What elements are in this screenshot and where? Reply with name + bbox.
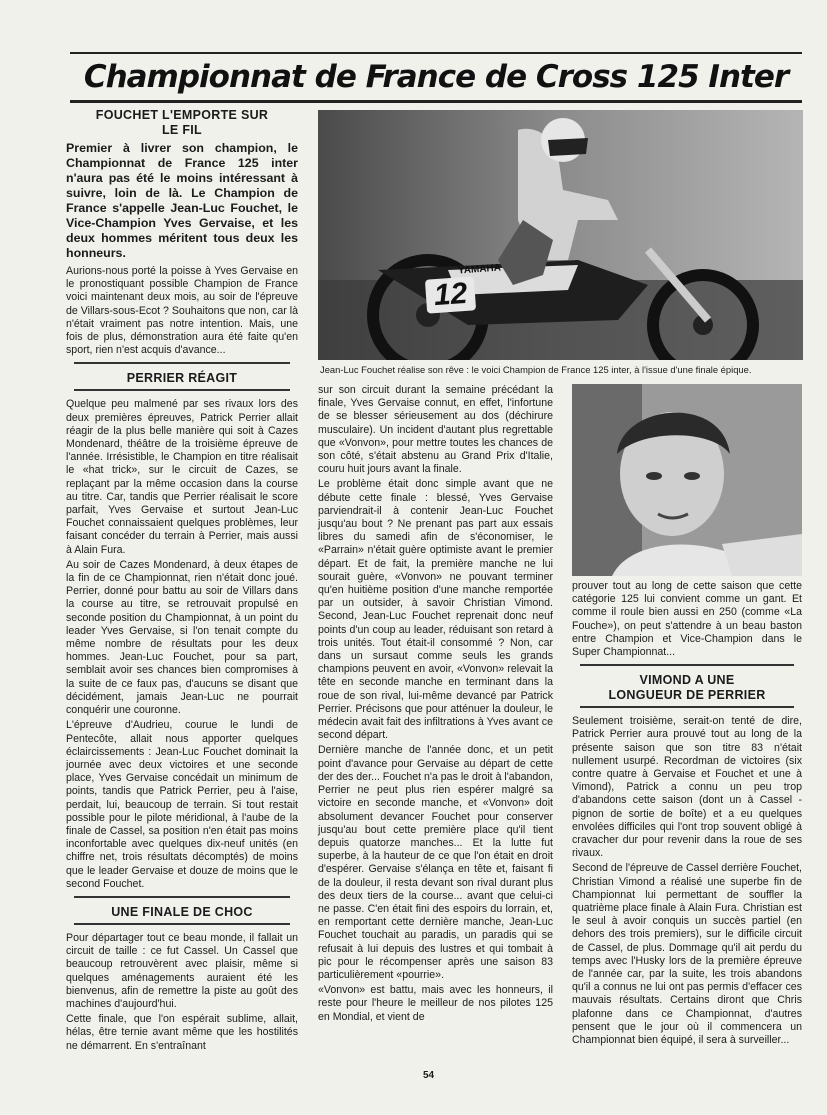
photo-caption: Jean-Luc Fouchet réalise son rêve : le voici Champion de France 125 inter, à l'issue d'une finale épique. bbox=[320, 364, 752, 375]
subheading-finale-de-choc: UNE FINALE DE CHOC bbox=[111, 904, 253, 919]
portrait-photo bbox=[572, 384, 802, 576]
motocross-photo bbox=[318, 110, 803, 360]
paragraph: sur son circuit durant la semaine précédant la finale, Yves Gervaise connut, en effet, l'infortune de se blesser sérieusement au dos (déchirure musculaire). Un incident d'autant plus regrettable que «Vonvon», pour mettre toutes les chances de son côté, s'était abstenu au Grand Prix d'Italie, couru huit jours avant la finale. bbox=[318, 384, 553, 476]
paragraph: «Vonvon» est battu, mais avec les honneurs, il reste pour l'heure le meilleur de nos pilotes 125 en Mondial, et vient de bbox=[318, 984, 553, 1023]
paragraph: Au soir de Cazes Mondenard, à deux étapes de la fin de ce Championnat, rien n'était donc joué. Perrier, donné pour battu au soir de Villars dans la course au titre, se retrouvait propulsé en seconde position du Championnat, à un point du leader Yves Gervaise, si l'on tenait compte du même nombre de résultats pour les deux hommes. Jean-Luc Fouchet, pour sa part, semblait avoir ses chances bien compromises à la suite de ce faux pas, d'aucuns se disant que décidément, jamais Jean-Luc ne pourrait conquérir une couronne. bbox=[66, 558, 298, 717]
bike-brand-label: YAMAHA bbox=[457, 262, 502, 277]
page-number: 54 bbox=[423, 1070, 435, 1081]
page-headline: Championnat de France de Cross 125 Inter bbox=[70, 52, 802, 103]
intro-paragraph: Aurions-nous porté la poisse à Yves Gervaise en le pronostiquant possible Champion de France voici maintenant deux mois, au soir de l'épreuve de Villars-sous-Ecot ? Souhaitons que non, car là n'était vraiment pas notre intention. Mais, une fois de plus, démonstration aura été faite qu'en sport, rien n'est acquis d'avance... bbox=[66, 265, 298, 357]
divider bbox=[74, 362, 290, 364]
paragraph: Cette finale, que l'on espérait sublime, allait, hélas, être ternie avant même que les hostilités ne démarrent. En s'entraînant bbox=[66, 1013, 298, 1052]
divider bbox=[580, 664, 794, 666]
column-2 bbox=[318, 384, 553, 1026]
paragraph: Pour départager tout ce beau monde, il fallait un circuit de taille : ce fut Cassel. Un Cassel que beaucoup retrouvèrent avec plaisir, même si quelques aménagements auraient été les bienvenus, afin de remettre la piste au goût des machines d'aujourd'hui. bbox=[66, 931, 298, 1010]
paragraph: Seulement troisième, serait-on tenté de dire, Patrick Perrier aura prouvé tout au long de la présente saison que son titre 83 n'était nullement usurpé. Recordman de victoires (six contre quatre à Gervaise et Fouchet et une à Vimond), Patrick a connu un peu trop d'abandons cette saison (dont un à Cassel -pignon de sortie de boîte) et a eu quelques envolées difficiles qui l'ont trop souvent obligé à cravacher dur pour revenir dans la roue de ses rivaux. bbox=[572, 715, 802, 860]
divider bbox=[74, 896, 290, 898]
article-lead: Premier à livrer son champion, le Championnat de France 125 inter n'aura pas été le moins intéressant à suivre, loin de là. Le Champion de France s'appelle Jean-Luc Fouchet, le Vice-Champion Yves Gervaise, et les deux hommes méritent tous deux les honneurs. bbox=[66, 141, 298, 260]
paragraph: Dernière manche de l'année donc, et un petit point d'avance pour Gervaise au départ de cette der des der... Fouchet n'a pas le droit à l'abandon, Perrier ne peut plus rien espérer malgré sa victoire en seconde manche, et «Vonvon» doit absolument devancer Fouchet pour conserver jusqu'au bout cette première place qu'il tient depuis quatorze manches... Et la lutte fut superbe, à la hauteur de ce que l'on était en droit d'espérer. Gervaise s'élança en tête et, faisant fi de la douleur, il resta devant son rival durant plus des deux tiers de la course... avant que celui-ci ne passe. C'en était fini des espoirs du lorrain, et, en remportant cette dernière manche, Jean-Luc Fouchet touchait au paradis, un paradis qui se refusait à lui depuis des lustres et qui tombait à pic pour le récompenser après une saison 83 particulièrement «pourrie». bbox=[318, 744, 553, 981]
subheading-vimond: VIMOND A UNE LONGUEUR DE PERRIER bbox=[608, 673, 766, 703]
paragraph: prouver tout au long de cette saison que cette catégorie 125 lui convient comme un gant. Et comme il roule bien aussi en 250 (comme «La Fouche»), on peut s'attendre à un beau baston entre Champion et Vice-Champion dans le Super Championnat... bbox=[572, 580, 802, 659]
article-title: FOUCHET L'EMPORTE SUR LE FIL bbox=[95, 108, 269, 137]
column-3 bbox=[572, 580, 802, 1049]
portrait-illustration bbox=[572, 384, 802, 576]
divider bbox=[74, 389, 290, 391]
paragraph: Second de l'épreuve de Cassel derrière Fouchet, Christian Vimond a réalisé une superbe fin de Championnat lui permettant de souffler la quatrième place finale à Alain Fura. Christian est le seul à avoir conquis un succès partiel (en dehors des trois premiers), sur le difficile circuit de Cassel, de plus. Dommage qu'il ait perdu du temps avec l'Husky lors de la première épreuve de l'année car, par la suite, les trois abandons qu'il a connus ne lui ont pas permis d'effacer ces mauvais résultats. Certains diront que Chris plafonne dans ce Championnat, d'autres pensent que le jour où il commencera un Championnat bien équipé, il sera à surveiller... bbox=[572, 862, 802, 1047]
paragraph: L'épreuve d'Audrieu, courue le lundi de Pentecôte, allait nous apporter quelques éclaircissements : Jean-Luc Fouchet dominait la journée avec deux victoires et une seconde place, Yves Gervaise concédait un minimum de points, tandis que Patrick Perrier, peu à l'aise, perdait, lui, beaucoup de terrain. Si tout restait possible pour le pilote méridional, à l'aube de la finale de Cassel, sa position n'en était pas moins inconfortable avec quelques dix-neuf unités (en chiffre net, trois résultats décomptés) de moins que le leader Gervaise et douze de moins que le second Fouchet. bbox=[66, 719, 298, 890]
divider bbox=[580, 706, 794, 708]
subheading-perrier-reagit: PERRIER RÉAGIT bbox=[126, 371, 238, 386]
motocross-photo-illustration bbox=[318, 110, 803, 360]
paragraph: Quelque peu malmené par ses rivaux lors des deux premières épreuves, Patrick Perrier allait réagir de la plus belle manière qui soit à Cazes Mondenard, théâtre de la troisième épreuve de l'année. Irrésistible, le Champion en titre réalisait le «hat trick», sur le circuit de Cazes, se replaçant par la même occasion dans la course au titre. Car, tandis que Perrier réalisait le score parfait, Yves Gervaise et surtout Jean-Luc Fouchet connaissaient quelques problèmes, leur faisant concéder du terrain à Perrier, mais aussi à Alain Fura. bbox=[66, 398, 298, 556]
column-1 bbox=[66, 108, 298, 1055]
divider bbox=[74, 923, 290, 925]
race-number: 12 bbox=[425, 276, 477, 313]
paragraph: Le problème était donc simple avant que ne débute cette finale : blessé, Yves Gervaise parviendrait-il à contenir Jean-Luc Fouchet jusqu'au bout ? Ne prenant pas part aux essais libres du samedi afin de s'économiser, le «Parrain» n'était guère optimiste avant le premier départ. Et de fait, la première manche ne lui sourait guère, «Vonvon» ne pouvant terminer qu'en huitième position d'une manche remportée par un outsider, à savoir Christian Vimond. Second, Jean-Luc Fouchet reprenait donc neuf points d'un coup au leader, réduisant son retard à trois unités. Tout était-il consommé ? Non, car dans un sursaut comme seuls les grands champions peuvent en avoir, «Vonvon» relevait la tête en seconde manche en terminant dans la roue de son rival, lui-même devancé par Patrick Perrier. Précisons que pour atténuer la douleur, le médecin avait fait des infiltrations à Yves avant ce second départ. bbox=[318, 478, 553, 742]
